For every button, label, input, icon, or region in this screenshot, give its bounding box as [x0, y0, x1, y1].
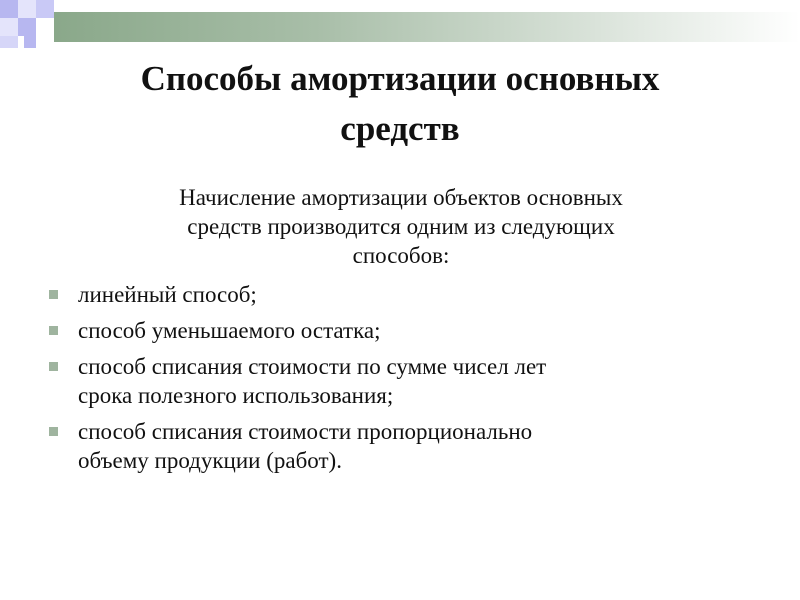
intro-line: Начисление амортизации объектов основных: [179, 185, 623, 210]
list-item-text: объему продукции (работ).: [78, 448, 342, 473]
decorative-square: [18, 0, 36, 18]
list-item: [46, 316, 746, 345]
square-bullet-icon: [49, 427, 58, 436]
slide-title-line: Способы амортизации основных: [140, 59, 660, 98]
list-item: [46, 417, 746, 475]
methods-list: [46, 280, 746, 482]
decorative-square: [36, 0, 54, 18]
decorative-square: [36, 18, 48, 30]
list-item-text: способ списания стоимости пропорционально: [78, 419, 533, 444]
list-item-text: способ уменьшаемого остатка;: [78, 318, 381, 343]
decorative-square: [0, 0, 18, 18]
list-item-text: способ списания стоимости по сумме чисел лет: [78, 354, 547, 379]
decorative-square: [18, 18, 36, 36]
list-item: [46, 352, 746, 410]
intro-line: средств производится одним из следующих: [187, 214, 615, 239]
decorative-square: [24, 36, 36, 48]
header-gradient-bar: [54, 12, 800, 42]
list-item-text: срока полезного использования;: [78, 383, 394, 408]
list-item-text: линейный способ;: [78, 282, 257, 307]
square-bullet-icon: [49, 290, 58, 299]
decorative-square: [0, 36, 18, 48]
intro-line: способов:: [352, 243, 450, 268]
list-item: [46, 280, 746, 309]
slide-title-line: средств: [340, 109, 460, 148]
square-bullet-icon: [49, 362, 58, 371]
decorative-square: [0, 18, 18, 36]
square-bullet-icon: [49, 326, 58, 335]
slide-title: [40, 54, 760, 154]
intro-paragraph: [96, 183, 706, 270]
